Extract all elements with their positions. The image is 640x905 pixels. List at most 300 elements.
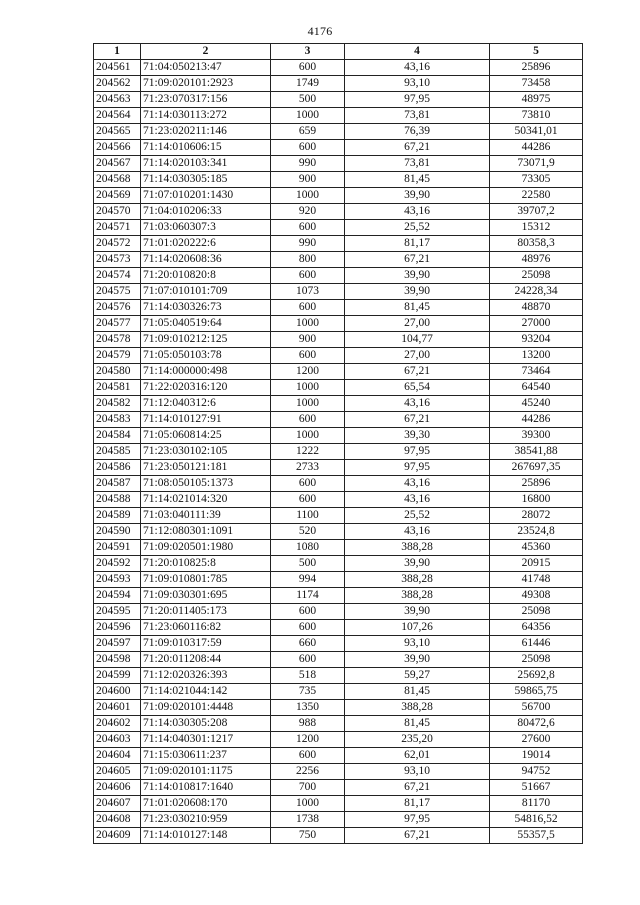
row-number-cell: 204584 bbox=[94, 428, 141, 444]
value-cell: 25896 bbox=[490, 476, 583, 492]
area-cell: 600 bbox=[271, 140, 345, 156]
cadastral-number-cell: 71:09:030301:695 bbox=[141, 588, 271, 604]
row-number-cell: 204602 bbox=[94, 716, 141, 732]
table-row bbox=[94, 332, 583, 348]
table-row bbox=[94, 348, 583, 364]
area-cell: 990 bbox=[271, 236, 345, 252]
cadastral-number-cell: 71:09:020101:2923 bbox=[141, 76, 271, 92]
value-cell: 80472,6 bbox=[490, 716, 583, 732]
area-cell: 600 bbox=[271, 604, 345, 620]
value-cell: 48975 bbox=[490, 92, 583, 108]
table-row bbox=[94, 300, 583, 316]
value-cell: 64356 bbox=[490, 620, 583, 636]
row-number-cell: 204585 bbox=[94, 444, 141, 460]
rate-cell: 388,28 bbox=[345, 540, 490, 556]
value-cell: 27000 bbox=[490, 316, 583, 332]
cadastral-number-cell: 71:09:020101:4448 bbox=[141, 700, 271, 716]
row-number-cell: 204608 bbox=[94, 812, 141, 828]
rate-cell: 81,17 bbox=[345, 236, 490, 252]
table-row bbox=[94, 60, 583, 76]
value-cell: 25692,8 bbox=[490, 668, 583, 684]
table-row bbox=[94, 828, 583, 844]
row-number-cell: 204573 bbox=[94, 252, 141, 268]
table-row bbox=[94, 572, 583, 588]
value-cell: 48976 bbox=[490, 252, 583, 268]
value-cell: 39300 bbox=[490, 428, 583, 444]
table-row bbox=[94, 732, 583, 748]
rate-cell: 67,21 bbox=[345, 828, 490, 844]
table-row bbox=[94, 364, 583, 380]
table-row bbox=[94, 172, 583, 188]
value-cell: 41748 bbox=[490, 572, 583, 588]
area-cell: 990 bbox=[271, 156, 345, 172]
table-row bbox=[94, 188, 583, 204]
value-cell: 28072 bbox=[490, 508, 583, 524]
value-cell: 61446 bbox=[490, 636, 583, 652]
area-cell: 600 bbox=[271, 412, 345, 428]
table-body bbox=[94, 60, 583, 844]
rate-cell: 39,30 bbox=[345, 428, 490, 444]
table-row bbox=[94, 444, 583, 460]
rate-cell: 43,16 bbox=[345, 492, 490, 508]
table-row bbox=[94, 252, 583, 268]
rate-cell: 39,90 bbox=[345, 188, 490, 204]
rate-cell: 27,00 bbox=[345, 316, 490, 332]
row-number-cell: 204575 bbox=[94, 284, 141, 300]
value-cell: 38541,88 bbox=[490, 444, 583, 460]
cadastral-number-cell: 71:23:060116:82 bbox=[141, 620, 271, 636]
area-cell: 600 bbox=[271, 492, 345, 508]
row-number-cell: 204566 bbox=[94, 140, 141, 156]
cadastral-number-cell: 71:14:021014:320 bbox=[141, 492, 271, 508]
cadastral-number-cell: 71:07:010201:1430 bbox=[141, 188, 271, 204]
value-cell: 45240 bbox=[490, 396, 583, 412]
cadastral-number-cell: 71:14:010127:91 bbox=[141, 412, 271, 428]
rate-cell: 25,52 bbox=[345, 508, 490, 524]
row-number-cell: 204582 bbox=[94, 396, 141, 412]
area-cell: 735 bbox=[271, 684, 345, 700]
row-number-cell: 204561 bbox=[94, 60, 141, 76]
rate-cell: 93,10 bbox=[345, 764, 490, 780]
table-row bbox=[94, 284, 583, 300]
column-header-5: 5 bbox=[490, 44, 583, 60]
rate-cell: 43,16 bbox=[345, 204, 490, 220]
row-number-cell: 204563 bbox=[94, 92, 141, 108]
area-cell: 1080 bbox=[271, 540, 345, 556]
cadastral-number-cell: 71:23:020211:146 bbox=[141, 124, 271, 140]
value-cell: 267697,35 bbox=[490, 460, 583, 476]
cadastral-number-cell: 71:20:010825:8 bbox=[141, 556, 271, 572]
area-cell: 988 bbox=[271, 716, 345, 732]
rate-cell: 388,28 bbox=[345, 588, 490, 604]
cadastral-number-cell: 71:14:010127:148 bbox=[141, 828, 271, 844]
rate-cell: 235,20 bbox=[345, 732, 490, 748]
area-cell: 900 bbox=[271, 332, 345, 348]
row-number-cell: 204586 bbox=[94, 460, 141, 476]
area-cell: 600 bbox=[271, 220, 345, 236]
table-row bbox=[94, 620, 583, 636]
row-number-cell: 204576 bbox=[94, 300, 141, 316]
area-cell: 900 bbox=[271, 172, 345, 188]
value-cell: 20915 bbox=[490, 556, 583, 572]
value-cell: 59865,75 bbox=[490, 684, 583, 700]
data-table bbox=[93, 43, 583, 844]
rate-cell: 39,90 bbox=[345, 604, 490, 620]
row-number-cell: 204601 bbox=[94, 700, 141, 716]
table-row bbox=[94, 556, 583, 572]
rate-cell: 104,77 bbox=[345, 332, 490, 348]
value-cell: 25098 bbox=[490, 604, 583, 620]
cadastral-number-cell: 71:07:010101:709 bbox=[141, 284, 271, 300]
table-row bbox=[94, 764, 583, 780]
area-cell: 500 bbox=[271, 92, 345, 108]
cadastral-number-cell: 71:22:020316:120 bbox=[141, 380, 271, 396]
table-row bbox=[94, 796, 583, 812]
row-number-cell: 204604 bbox=[94, 748, 141, 764]
rate-cell: 39,90 bbox=[345, 556, 490, 572]
cadastral-number-cell: 71:08:050105:1373 bbox=[141, 476, 271, 492]
rate-cell: 76,39 bbox=[345, 124, 490, 140]
area-cell: 600 bbox=[271, 476, 345, 492]
area-cell: 600 bbox=[271, 652, 345, 668]
rate-cell: 81,45 bbox=[345, 716, 490, 732]
value-cell: 50341,01 bbox=[490, 124, 583, 140]
value-cell: 15312 bbox=[490, 220, 583, 236]
cadastral-number-cell: 71:12:040312:6 bbox=[141, 396, 271, 412]
value-cell: 73464 bbox=[490, 364, 583, 380]
value-cell: 25098 bbox=[490, 652, 583, 668]
column-header-1: 1 bbox=[94, 44, 141, 60]
row-number-cell: 204564 bbox=[94, 108, 141, 124]
cadastral-number-cell: 71:20:011405:173 bbox=[141, 604, 271, 620]
table-row bbox=[94, 428, 583, 444]
rate-cell: 107,26 bbox=[345, 620, 490, 636]
area-cell: 1174 bbox=[271, 588, 345, 604]
row-number-cell: 204597 bbox=[94, 636, 141, 652]
row-number-cell: 204583 bbox=[94, 412, 141, 428]
value-cell: 64540 bbox=[490, 380, 583, 396]
cadastral-number-cell: 71:05:050103:78 bbox=[141, 348, 271, 364]
table-row bbox=[94, 652, 583, 668]
value-cell: 45360 bbox=[490, 540, 583, 556]
value-cell: 48870 bbox=[490, 300, 583, 316]
area-cell: 1000 bbox=[271, 316, 345, 332]
row-number-cell: 204565 bbox=[94, 124, 141, 140]
rate-cell: 81,45 bbox=[345, 300, 490, 316]
table-row bbox=[94, 524, 583, 540]
row-number-cell: 204594 bbox=[94, 588, 141, 604]
rate-cell: 43,16 bbox=[345, 476, 490, 492]
table-row bbox=[94, 508, 583, 524]
value-cell: 93204 bbox=[490, 332, 583, 348]
area-cell: 1200 bbox=[271, 364, 345, 380]
rate-cell: 67,21 bbox=[345, 252, 490, 268]
row-number-cell: 204587 bbox=[94, 476, 141, 492]
cadastral-number-cell: 71:15:030611:237 bbox=[141, 748, 271, 764]
rate-cell: 65,54 bbox=[345, 380, 490, 396]
row-number-cell: 204590 bbox=[94, 524, 141, 540]
table-row bbox=[94, 700, 583, 716]
value-cell: 24228,34 bbox=[490, 284, 583, 300]
value-cell: 25896 bbox=[490, 60, 583, 76]
value-cell: 44286 bbox=[490, 140, 583, 156]
area-cell: 600 bbox=[271, 620, 345, 636]
value-cell: 16800 bbox=[490, 492, 583, 508]
value-cell: 81170 bbox=[490, 796, 583, 812]
rate-cell: 97,95 bbox=[345, 444, 490, 460]
value-cell: 44286 bbox=[490, 412, 583, 428]
table-row bbox=[94, 540, 583, 556]
value-cell: 73305 bbox=[490, 172, 583, 188]
row-number-cell: 204571 bbox=[94, 220, 141, 236]
area-cell: 500 bbox=[271, 556, 345, 572]
rate-cell: 81,45 bbox=[345, 684, 490, 700]
cadastral-number-cell: 71:14:030326:73 bbox=[141, 300, 271, 316]
area-cell: 1073 bbox=[271, 284, 345, 300]
row-number-cell: 204592 bbox=[94, 556, 141, 572]
table-row bbox=[94, 668, 583, 684]
table-row bbox=[94, 812, 583, 828]
cadastral-number-cell: 71:09:020501:1980 bbox=[141, 540, 271, 556]
value-cell: 22580 bbox=[490, 188, 583, 204]
page-number: 4176 bbox=[307, 24, 333, 38]
column-header-4: 4 bbox=[345, 44, 490, 60]
area-cell: 1100 bbox=[271, 508, 345, 524]
value-cell: 94752 bbox=[490, 764, 583, 780]
row-number-cell: 204596 bbox=[94, 620, 141, 636]
row-number-cell: 204579 bbox=[94, 348, 141, 364]
rate-cell: 43,16 bbox=[345, 524, 490, 540]
cadastral-number-cell: 71:14:010817:1640 bbox=[141, 780, 271, 796]
row-number-cell: 204600 bbox=[94, 684, 141, 700]
table-row bbox=[94, 476, 583, 492]
area-cell: 994 bbox=[271, 572, 345, 588]
rate-cell: 67,21 bbox=[345, 412, 490, 428]
area-cell: 659 bbox=[271, 124, 345, 140]
area-cell: 800 bbox=[271, 252, 345, 268]
value-cell: 25098 bbox=[490, 268, 583, 284]
rate-cell: 43,16 bbox=[345, 396, 490, 412]
row-number-cell: 204605 bbox=[94, 764, 141, 780]
row-number-cell: 204603 bbox=[94, 732, 141, 748]
rate-cell: 67,21 bbox=[345, 780, 490, 796]
row-number-cell: 204562 bbox=[94, 76, 141, 92]
value-cell: 56700 bbox=[490, 700, 583, 716]
area-cell: 1000 bbox=[271, 380, 345, 396]
area-cell: 600 bbox=[271, 300, 345, 316]
cadastral-number-cell: 71:03:060307:3 bbox=[141, 220, 271, 236]
cadastral-number-cell: 71:14:030113:272 bbox=[141, 108, 271, 124]
value-cell: 51667 bbox=[490, 780, 583, 796]
table-row bbox=[94, 76, 583, 92]
row-number-cell: 204598 bbox=[94, 652, 141, 668]
cadastral-number-cell: 71:14:040301:1217 bbox=[141, 732, 271, 748]
area-cell: 600 bbox=[271, 748, 345, 764]
area-cell: 1000 bbox=[271, 188, 345, 204]
cadastral-number-cell: 71:23:030210:959 bbox=[141, 812, 271, 828]
rate-cell: 67,21 bbox=[345, 364, 490, 380]
cadastral-number-cell: 71:09:020101:1175 bbox=[141, 764, 271, 780]
cadastral-number-cell: 71:14:000000:498 bbox=[141, 364, 271, 380]
area-cell: 2256 bbox=[271, 764, 345, 780]
cadastral-number-cell: 71:09:010317:59 bbox=[141, 636, 271, 652]
row-number-cell: 204574 bbox=[94, 268, 141, 284]
row-number-cell: 204577 bbox=[94, 316, 141, 332]
table-row bbox=[94, 588, 583, 604]
rate-cell: 388,28 bbox=[345, 572, 490, 588]
table-row bbox=[94, 636, 583, 652]
value-cell: 73071,9 bbox=[490, 156, 583, 172]
table-row bbox=[94, 460, 583, 476]
row-number-cell: 204589 bbox=[94, 508, 141, 524]
rate-cell: 67,21 bbox=[345, 140, 490, 156]
cadastral-number-cell: 71:04:010206:33 bbox=[141, 204, 271, 220]
table-row bbox=[94, 604, 583, 620]
cadastral-number-cell: 71:04:050213:47 bbox=[141, 60, 271, 76]
cadastral-number-cell: 71:23:050121:181 bbox=[141, 460, 271, 476]
table-header-row bbox=[94, 44, 583, 60]
area-cell: 660 bbox=[271, 636, 345, 652]
rate-cell: 73,81 bbox=[345, 108, 490, 124]
value-cell: 39707,2 bbox=[490, 204, 583, 220]
cadastral-number-cell: 71:14:020608:36 bbox=[141, 252, 271, 268]
area-cell: 1222 bbox=[271, 444, 345, 460]
rate-cell: 62,01 bbox=[345, 748, 490, 764]
table-row bbox=[94, 92, 583, 108]
table-row bbox=[94, 236, 583, 252]
table-row bbox=[94, 492, 583, 508]
rate-cell: 25,52 bbox=[345, 220, 490, 236]
area-cell: 1200 bbox=[271, 732, 345, 748]
cadastral-number-cell: 71:12:020326:393 bbox=[141, 668, 271, 684]
table-row bbox=[94, 124, 583, 140]
cadastral-number-cell: 71:03:040111:39 bbox=[141, 508, 271, 524]
cadastral-number-cell: 71:20:011208:44 bbox=[141, 652, 271, 668]
table-row bbox=[94, 716, 583, 732]
row-number-cell: 204599 bbox=[94, 668, 141, 684]
row-number-cell: 204580 bbox=[94, 364, 141, 380]
value-cell: 19014 bbox=[490, 748, 583, 764]
cadastral-number-cell: 71:05:060814:25 bbox=[141, 428, 271, 444]
row-number-cell: 204591 bbox=[94, 540, 141, 556]
rate-cell: 39,90 bbox=[345, 284, 490, 300]
cadastral-number-cell: 71:01:020608:170 bbox=[141, 796, 271, 812]
area-cell: 1000 bbox=[271, 428, 345, 444]
cadastral-number-cell: 71:14:030305:208 bbox=[141, 716, 271, 732]
row-number-cell: 204607 bbox=[94, 796, 141, 812]
area-cell: 1000 bbox=[271, 396, 345, 412]
row-number-cell: 204572 bbox=[94, 236, 141, 252]
row-number-cell: 204588 bbox=[94, 492, 141, 508]
rate-cell: 97,95 bbox=[345, 92, 490, 108]
table-row bbox=[94, 156, 583, 172]
cadastral-number-cell: 71:01:020222:6 bbox=[141, 236, 271, 252]
cadastral-number-cell: 71:23:070317:156 bbox=[141, 92, 271, 108]
area-cell: 2733 bbox=[271, 460, 345, 476]
area-cell: 1000 bbox=[271, 796, 345, 812]
value-cell: 73458 bbox=[490, 76, 583, 92]
cadastral-number-cell: 71:14:010606:15 bbox=[141, 140, 271, 156]
rate-cell: 73,81 bbox=[345, 156, 490, 172]
area-cell: 520 bbox=[271, 524, 345, 540]
cadastral-number-cell: 71:14:021044:142 bbox=[141, 684, 271, 700]
cadastral-number-cell: 71:14:020103:341 bbox=[141, 156, 271, 172]
row-number-cell: 204581 bbox=[94, 380, 141, 396]
cadastral-number-cell: 71:09:010801:785 bbox=[141, 572, 271, 588]
row-number-cell: 204568 bbox=[94, 172, 141, 188]
rate-cell: 97,95 bbox=[345, 460, 490, 476]
table-row bbox=[94, 268, 583, 284]
rate-cell: 388,28 bbox=[345, 700, 490, 716]
table-row bbox=[94, 204, 583, 220]
table-row bbox=[94, 684, 583, 700]
row-number-cell: 204570 bbox=[94, 204, 141, 220]
value-cell: 80358,3 bbox=[490, 236, 583, 252]
cadastral-number-cell: 71:05:040519:64 bbox=[141, 316, 271, 332]
row-number-cell: 204606 bbox=[94, 780, 141, 796]
rate-cell: 59,27 bbox=[345, 668, 490, 684]
rate-cell: 81,45 bbox=[345, 172, 490, 188]
rate-cell: 27,00 bbox=[345, 348, 490, 364]
table-row bbox=[94, 780, 583, 796]
column-header-3: 3 bbox=[271, 44, 345, 60]
table-row bbox=[94, 220, 583, 236]
cadastral-number-cell: 71:23:030102:105 bbox=[141, 444, 271, 460]
row-number-cell: 204567 bbox=[94, 156, 141, 172]
value-cell: 55357,5 bbox=[490, 828, 583, 844]
area-cell: 600 bbox=[271, 348, 345, 364]
row-number-cell: 204595 bbox=[94, 604, 141, 620]
cadastral-number-cell: 71:14:030305:185 bbox=[141, 172, 271, 188]
area-cell: 600 bbox=[271, 268, 345, 284]
area-cell: 1350 bbox=[271, 700, 345, 716]
table-row bbox=[94, 140, 583, 156]
row-number-cell: 204578 bbox=[94, 332, 141, 348]
table-row bbox=[94, 380, 583, 396]
column-header-2: 2 bbox=[141, 44, 271, 60]
table-row bbox=[94, 748, 583, 764]
table-row bbox=[94, 108, 583, 124]
area-cell: 750 bbox=[271, 828, 345, 844]
area-cell: 1749 bbox=[271, 76, 345, 92]
area-cell: 920 bbox=[271, 204, 345, 220]
value-cell: 13200 bbox=[490, 348, 583, 364]
value-cell: 23524,8 bbox=[490, 524, 583, 540]
area-cell: 1738 bbox=[271, 812, 345, 828]
table-row bbox=[94, 316, 583, 332]
cadastral-number-cell: 71:12:080301:1091 bbox=[141, 524, 271, 540]
rate-cell: 39,90 bbox=[345, 268, 490, 284]
row-number-cell: 204609 bbox=[94, 828, 141, 844]
rate-cell: 97,95 bbox=[345, 812, 490, 828]
row-number-cell: 204593 bbox=[94, 572, 141, 588]
rate-cell: 81,17 bbox=[345, 796, 490, 812]
rate-cell: 93,10 bbox=[345, 76, 490, 92]
cadastral-number-cell: 71:20:010820:8 bbox=[141, 268, 271, 284]
cadastral-number-cell: 71:09:010212:125 bbox=[141, 332, 271, 348]
area-cell: 600 bbox=[271, 60, 345, 76]
value-cell: 27600 bbox=[490, 732, 583, 748]
area-cell: 518 bbox=[271, 668, 345, 684]
rate-cell: 93,10 bbox=[345, 636, 490, 652]
rate-cell: 39,90 bbox=[345, 652, 490, 668]
value-cell: 49308 bbox=[490, 588, 583, 604]
table-row bbox=[94, 412, 583, 428]
area-cell: 1000 bbox=[271, 108, 345, 124]
rate-cell: 43,16 bbox=[345, 60, 490, 76]
table-row bbox=[94, 396, 583, 412]
area-cell: 700 bbox=[271, 780, 345, 796]
